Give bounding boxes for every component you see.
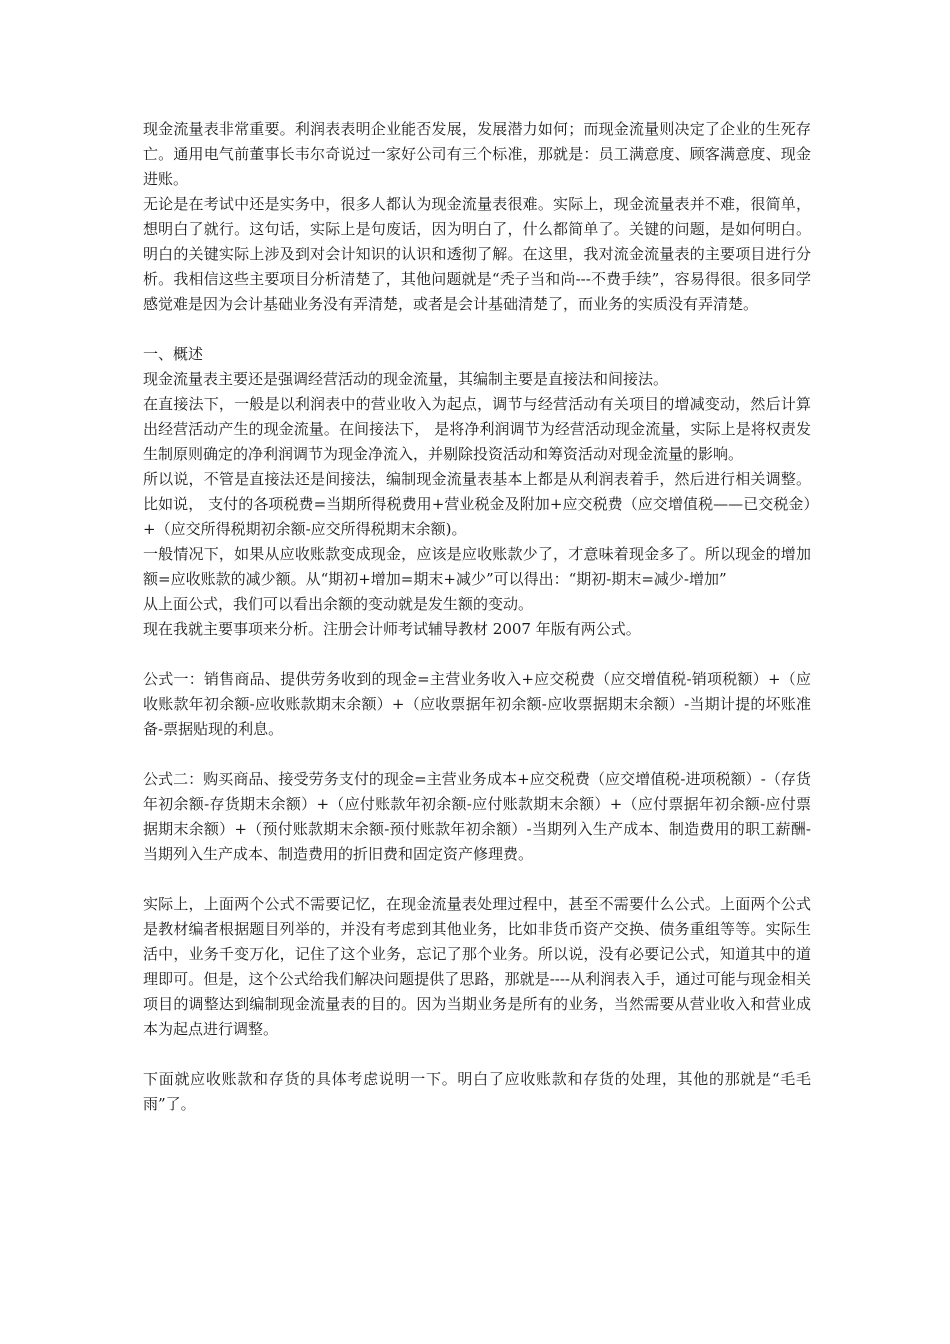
- section-paragraph-2: 在直接法下，一般是以利润表中的营业收入为起点，调节与经营活动有关项目的增减变动，然后计算出经营活动产生的现金流量。在间接法下， 是将净利润调节为经营活动现金流量，实际上是将权责发生制原则确定的净利润调节为现金净流入，并剔除投资活动和筹资活动对现金流量的影响。: [143, 395, 811, 463]
- spacer: [143, 1042, 811, 1067]
- section-heading: 一、概述: [143, 345, 204, 363]
- formula-one: 公式一：销售商品、提供劳务收到的现金=主营业务收入+应交税费（应交增值税-销项税额）+（应收账款年初余额-应收账款期末余额）+（应收票据年初余额-应收票据期末余额）-当期计提的坏账准备-票据贴现的利息。: [143, 670, 811, 738]
- document-body: [143, 117, 811, 1117]
- spacer: [143, 742, 811, 767]
- section-paragraph-3: 所以说，不管是直接法还是间接法，编制现金流量表基本上都是从利润表着手，然后进行相关调整。比如说， 支付的各项税费=当期所得税费用+营业税金及附加+应交税费（应交增值税——已交税金）+（应交所得税期初余额-应交所得税期末余额)。: [143, 470, 811, 538]
- section-paragraph-1: 现金流量表主要还是强调经营活动的现金流量，其编制主要是直接法和间接法。: [143, 370, 669, 388]
- section-paragraph-6: 现在我就主要事项来分析。注册会计师考试辅导教材 2007 年版有两公式。: [143, 620, 641, 638]
- closing-paragraph: 下面就应收账款和存货的具体考虑说明一下。明白了应收账款和存货的处理，其他的那就是“毛毛雨”了。: [143, 1070, 811, 1113]
- spacer: [143, 317, 811, 342]
- spacer: [143, 867, 811, 892]
- section-paragraph-4: 一般情况下，如果从应收账款变成现金，应该是应收账款少了，才意味着现金多了。所以现金的增加额=应收账款的减少额。从“期初+增加=期末+减少”可以得出：“期初-期末=减少-增加”: [143, 545, 811, 588]
- formula-two: 公式二：购买商品、接受劳务支付的现金=主营业务成本+应交税费（应交增值税-进项税额）-（存货年初余额-存货期末余额）+（应付账款年初余额-应付账款期末余额）+（应付票据年初余额-应付票据期末余额）+（预付账款期末余额-预付账款年初余额）-当期列入生产成本、制造费用的职工薪酬-当期列入生产成本、制造费用的折旧费和固定资产修理费。: [143, 770, 811, 863]
- intro-paragraph-1: 现金流量表非常重要。利润表表明企业能否发展，发展潜力如何；而现金流量则决定了企业的生死存亡。通用电气前董事长韦尔奇说过一家好公司有三个标准，那就是：员工满意度、顾客满意度、现金进账。: [143, 120, 811, 188]
- section-paragraph-5: 从上面公式，我们可以看出余额的变动就是发生额的变动。: [143, 595, 534, 613]
- intro-paragraph-2: 无论是在考试中还是实务中，很多人都认为现金流量表很难。实际上，现金流量表并不难，很简单，想明白了就行。这句话，实际上是句废话，因为明白了，什么都简单了。关键的问题，是如何明白。明白的关键实际上涉及到对会计知识的认识和透彻了解。在这里，我对流金流量表的主要项目进行分析。我相信这些主要项目分析清楚了，其他问题就是“秃子当和尚---不费手续”，容易得很。很多同学感觉难是因为会计基础业务没有弄清楚，或者是会计基础清楚了，而业务的实质没有弄清楚。: [143, 195, 811, 313]
- spacer: [143, 642, 811, 667]
- explanation-paragraph: 实际上，上面两个公式不需要记忆，在现金流量表处理过程中，甚至不需要什么公式。上面两个公式是教材编者根据题目列举的，并没有考虑到其他业务，比如非货币资产交换、债务重组等等。实际生活中，业务千变万化，记住了这个业务，忘记了那个业务。所以说，没有必要记公式，知道其中的道理即可。但是，这个公式给我们解决问题提供了思路，那就是----从利润表入手，通过可能与现金相关项目的调整达到编制现金流量表的目的。因为当期业务是所有的业务，当然需要从营业收入和营业成本为起点进行调整。: [143, 895, 811, 1038]
